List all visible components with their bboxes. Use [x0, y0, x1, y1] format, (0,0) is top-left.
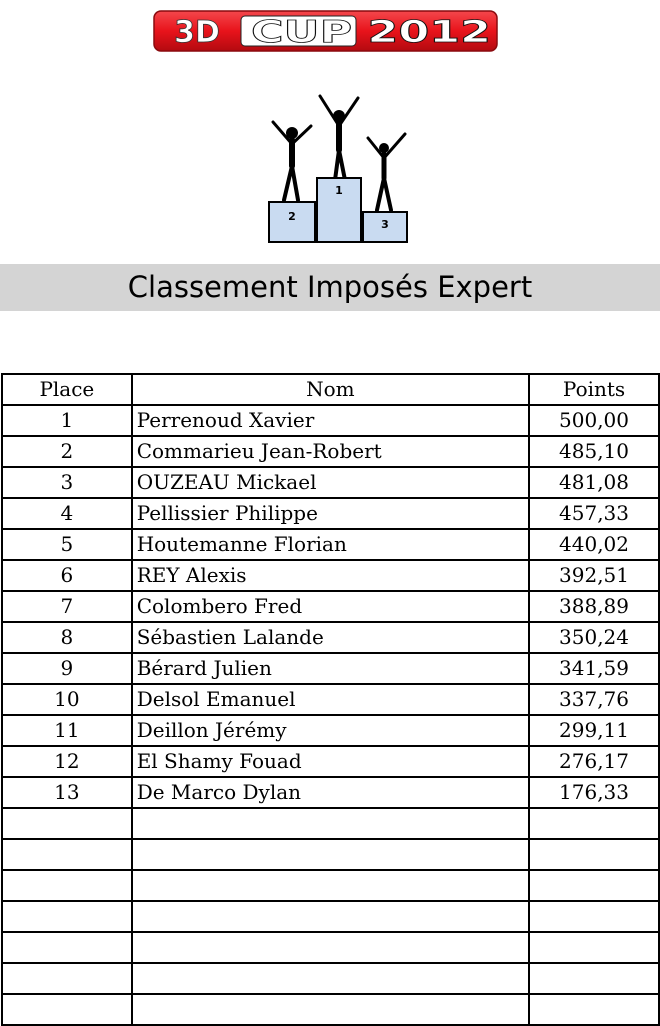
cell-nom [132, 932, 529, 963]
cell-place: 4 [2, 498, 132, 529]
cell-points: 350,24 [529, 622, 659, 653]
cell-points [529, 932, 659, 963]
cell-nom: Perrenoud Xavier [132, 405, 529, 436]
table-row [2, 684, 659, 715]
cell-points [529, 963, 659, 994]
table-row [2, 994, 659, 1025]
cell-points [529, 994, 659, 1025]
table-header-row [2, 374, 659, 405]
cell-points [529, 808, 659, 839]
cell-nom: REY Alexis [132, 560, 529, 591]
table-row [2, 963, 659, 994]
table-row [2, 467, 659, 498]
table-row [2, 436, 659, 467]
title-band [0, 264, 660, 311]
cell-place [2, 901, 132, 932]
table-row [2, 405, 659, 436]
cell-nom: Delsol Emanuel [132, 684, 529, 715]
cell-points [529, 870, 659, 901]
table-row [2, 591, 659, 622]
cell-points: 500,00 [529, 405, 659, 436]
3d-cup-2012-logo [153, 10, 498, 52]
table-row [2, 839, 659, 870]
cell-place: 8 [2, 622, 132, 653]
table-row [2, 808, 659, 839]
cell-nom: Houtemanne Florian [132, 529, 529, 560]
cell-place: 1 [2, 405, 132, 436]
cell-points: 481,08 [529, 467, 659, 498]
header-place: Place [2, 374, 132, 405]
cell-nom: Deillon Jérémy [132, 715, 529, 746]
cell-place [2, 932, 132, 963]
cell-nom [132, 808, 529, 839]
cell-points: 337,76 [529, 684, 659, 715]
cell-nom: OUZEAU Mickael [132, 467, 529, 498]
cell-place [2, 963, 132, 994]
logo-cup-text: CUP 2012 [251, 15, 491, 50]
logo-3d-text: 3D [174, 15, 220, 50]
cell-nom [132, 870, 529, 901]
figure-second-place [273, 122, 311, 200]
cell-points: 392,51 [529, 560, 659, 591]
table-row [2, 932, 659, 963]
header-nom: Nom [132, 374, 529, 405]
podium-label-1: 1 [335, 184, 343, 197]
figure-third-place [368, 134, 405, 210]
cell-points: 341,59 [529, 653, 659, 684]
table-row [2, 560, 659, 591]
table-row [2, 653, 659, 684]
figure-first-place [320, 96, 358, 180]
cell-nom [132, 963, 529, 994]
cell-points: 485,10 [529, 436, 659, 467]
cell-points: 276,17 [529, 746, 659, 777]
header-points: Points [529, 374, 659, 405]
cell-nom: El Shamy Fouad [132, 746, 529, 777]
table-row [2, 870, 659, 901]
cell-place: 5 [2, 529, 132, 560]
cell-place [2, 994, 132, 1025]
cell-place: 11 [2, 715, 132, 746]
cell-points: 388,89 [529, 591, 659, 622]
table-row [2, 622, 659, 653]
cell-place: 7 [2, 591, 132, 622]
table-row [2, 498, 659, 529]
cell-place: 12 [2, 746, 132, 777]
cell-nom [132, 839, 529, 870]
cell-nom: Sébastien Lalande [132, 622, 529, 653]
cell-place: 9 [2, 653, 132, 684]
ranking-table [1, 373, 660, 1026]
table-row [2, 777, 659, 808]
cell-points: 440,02 [529, 529, 659, 560]
podium-illustration [265, 88, 413, 244]
cell-nom [132, 994, 529, 1025]
podium-label-2: 2 [288, 210, 296, 223]
cell-place: 10 [2, 684, 132, 715]
table-row [2, 901, 659, 932]
cell-points: 176,33 [529, 777, 659, 808]
cell-nom [132, 901, 529, 932]
cell-place: 13 [2, 777, 132, 808]
cell-points [529, 839, 659, 870]
cell-place [2, 808, 132, 839]
cell-nom: Bérard Julien [132, 653, 529, 684]
podium-label-3: 3 [381, 218, 389, 231]
cell-points [529, 901, 659, 932]
cell-nom: Colombero Fred [132, 591, 529, 622]
table-row [2, 715, 659, 746]
cell-place: 6 [2, 560, 132, 591]
cell-place [2, 870, 132, 901]
cell-nom: Pellissier Philippe [132, 498, 529, 529]
cell-points: 299,11 [529, 715, 659, 746]
table-row [2, 529, 659, 560]
cell-nom: De Marco Dylan [132, 777, 529, 808]
cell-points: 457,33 [529, 498, 659, 529]
cell-place: 2 [2, 436, 132, 467]
table-row [2, 746, 659, 777]
page-title: Classement Imposés Expert [127, 270, 533, 304]
cell-place [2, 839, 132, 870]
cell-place: 3 [2, 467, 132, 498]
cell-nom: Commarieu Jean-Robert [132, 436, 529, 467]
